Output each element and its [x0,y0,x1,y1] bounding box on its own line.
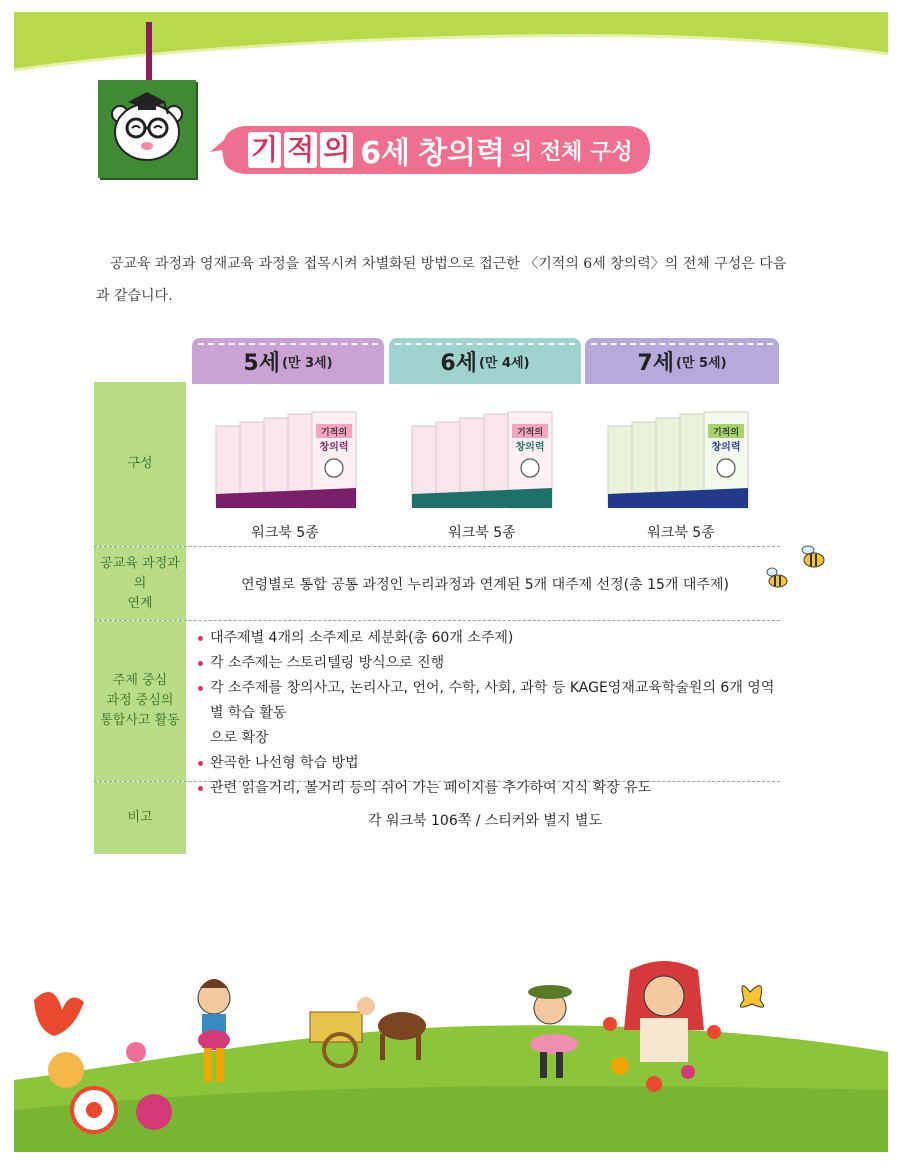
row-label-text: 구성 [127,456,153,471]
svg-text:창의력: 창의력 [711,442,741,453]
svg-text:기적의: 기적의 [516,428,544,438]
column-header-6 [389,338,581,384]
svg-text:기적의: 기적의 [712,428,740,438]
workbook-set-6 [408,404,558,516]
list-item: 완곡한 나선형 학습 방법 [196,751,786,776]
badge-string [146,22,152,84]
page-title [248,128,633,172]
owl-mascot-icon [98,80,196,178]
row-label-text: 주제 중심 [112,673,168,688]
row-label-activity [94,621,186,781]
row-divider [94,620,780,621]
title-main: 창의력 [418,136,505,171]
activity-list [196,626,786,801]
row-label-text: 통합사고 활동 [100,713,180,728]
workbook-count-5: 워크북 5종 [251,525,319,541]
row-divider [94,546,780,547]
list-item: 대주제별 4개의 소주제로 세분화(총 60개 소주제) [196,626,786,651]
title-age: 6세 [360,136,411,171]
title-word-3: 의 [320,132,353,168]
column-note: (만 5세) [675,355,727,371]
row-label-remarks [94,782,186,854]
book-stack [412,412,552,508]
list-item: 각 소주제를 창의사고, 논리사고, 언어, 수학, 사회, 과학 등 KAGE영재교육학술원의 6개 영역별 학습 활동 [196,676,786,726]
workbook-set-5 [212,404,362,516]
row-label-text: 공교육 과정과의 [100,555,180,591]
column-header-5 [192,338,384,384]
title-word-1: 기 [248,132,281,168]
column-age: 7세 [637,350,674,376]
link-text: 연령별로 통합 공통 과정인 누리과정과 연계된 5개 대주제 선정(총 15개 대주제) [241,577,729,593]
row-label-text: 연계 [127,595,153,611]
workbook-count-6: 워크북 5종 [448,525,516,541]
list-item: 각 소주제는 스토리텔링 방식으로 진행 [196,651,786,676]
column-note: (만 4세) [478,355,530,371]
bee-icon [798,544,828,570]
workbook-set-7 [604,404,754,516]
book-stack [608,412,748,508]
title-word-2: 적 [284,132,317,168]
title-sub: 의 전체 구성 [511,139,633,165]
svg-text:창의력: 창의력 [515,442,545,453]
svg-text:기적의: 기적의 [320,428,348,438]
column-age: 5세 [243,350,280,376]
column-note: (만 3세) [281,355,333,371]
column-age: 6세 [440,350,477,376]
list-item-continuation: 으로 확장 [210,730,269,746]
intro-paragraph: 공교육 과정과 영재교육 과정을 접목시켜 차별화된 방법으로 접근한 〈기적의 6세 창의력〉의 전체 구성은 다음과 같습니다. [96,256,787,304]
workbook-count-7: 워크북 5종 [647,525,715,541]
row-label-text: 비고 [127,810,153,825]
row-label-text: 과정 중심의 [106,693,174,708]
svg-text:창의력: 창의력 [319,442,349,453]
bee-icon [764,566,790,590]
list-item: 관련 읽을거리, 볼거리 등의 쉬어 가는 페이지를 추가하여 지식 확장 유도 [196,776,786,801]
meadow-illustration [14,940,888,1152]
remarks-text: 각 워크북 106쪽 / 스티커와 별지 별도 [368,813,602,829]
row-label-composition [94,382,186,546]
mascot-badge [98,80,196,178]
book-stack [216,412,356,508]
column-header-7 [585,338,779,384]
row-label-link [94,547,186,620]
